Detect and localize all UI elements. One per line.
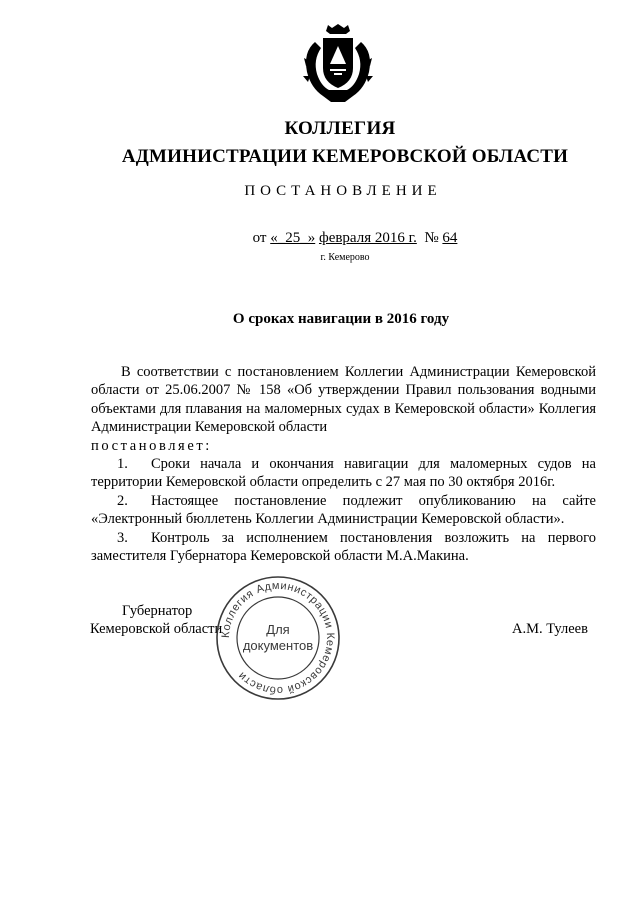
official-stamp [214,574,342,702]
date-month-year: февраля 2016 г. [318,230,417,246]
org-title-line2: АДМИНИСТРАЦИИ КЕМЕРОВСКОЙ ОБЛАСТИ [121,146,569,167]
date-prefix: от [252,230,267,246]
list-item [91,529,596,566]
resolves-word: постановляет: [91,437,212,454]
item-number: 1. [117,456,128,473]
document-subject: О сроках навигации в 2016 году [232,311,450,327]
item-number: 2. [117,492,128,509]
stamp-center-line1: Для [266,622,290,637]
item-text: Сроки начала и окончания навигации для маломерных судов на территории Кемеровской области определить с 27 мая по 30 октября 2016г. [91,456,596,491]
signatory-title-line2: Кемеровской области [90,621,223,637]
signatory-name: А.М. Тулеев [512,621,588,637]
list-item [91,455,596,492]
item-number: 3. [117,529,128,546]
document-body [91,363,596,565]
document-type: ПОСТАНОВЛЕНИЕ [244,183,442,199]
document-number: 64 [442,230,458,246]
signatory-title-line1: Губернатор [122,603,193,619]
coat-of-arms-emblem [301,22,375,102]
stamp-ring-text: Коллегия Администрации Кемеровской области [219,579,337,697]
org-title-line1: КОЛЛЕГИЯ [284,118,396,139]
preamble-paragraph: В соответствии с постановлением Коллегии Администрации Кемеровской области от 25.06.2007 № 158 «Об утверждении Правил пользования водными объектами для плавания на маломерных судах в Кемеровской области» Коллегия Администрации Кемеровской области [91,364,596,436]
item-text: Настоящее постановление подлежит опубликованию на сайте «Электронный бюллетень Коллегии Администрации Кемеровской области». [91,492,596,528]
list-item [91,492,596,529]
date-day: «_25_» [270,230,316,246]
date-line [0,230,640,247]
item-text: Контроль за исполнением постановления возложить на первого заместителя Губернатора Кемеровской области М.А.Макина. [91,529,596,565]
stamp-center-line2: документов [242,638,314,653]
city-label: г. Кемерово [320,252,370,263]
number-sign: № [424,230,439,246]
